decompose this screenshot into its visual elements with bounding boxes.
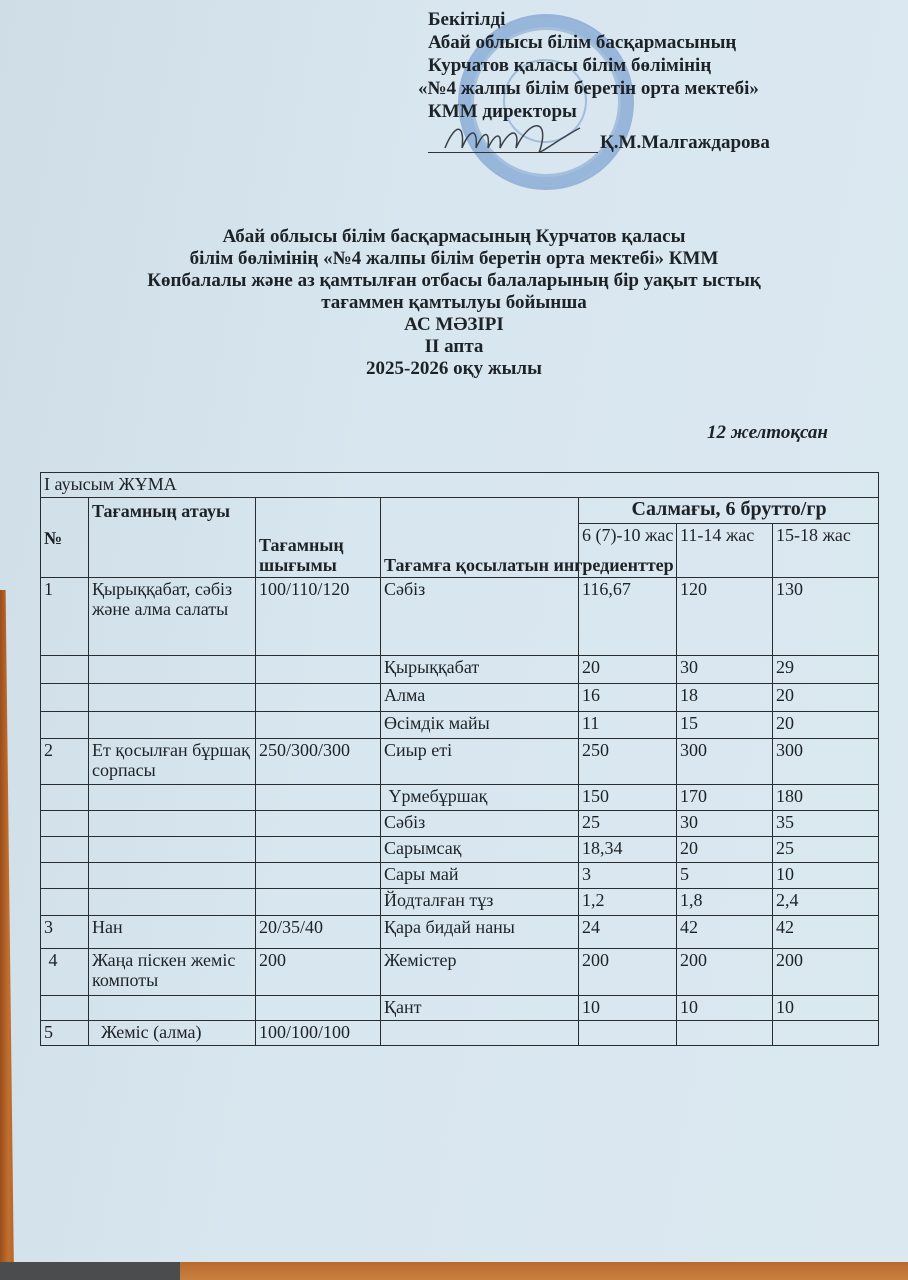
table-row	[41, 811, 879, 837]
cell-dish-name: Жаңа піскен жеміс компоты	[89, 949, 256, 996]
cell-weight-15-18: 200	[773, 949, 879, 996]
cell-ingredient: Сәбіз	[381, 811, 579, 837]
table-row	[41, 863, 879, 889]
cell-weight-11-14	[677, 1021, 773, 1046]
approval-line: Курчатов қаласы білім бөлімінің	[428, 55, 712, 76]
cell-weight-6-10: 200	[579, 949, 677, 996]
cell-weight-15-18: 300	[773, 739, 879, 785]
cell-weight-6-10: 3	[579, 863, 677, 889]
cell-dish-name	[89, 863, 256, 889]
cell-ingredient: Сиыр еті	[381, 739, 579, 785]
cell-ingredient: Қара бидай наны	[381, 916, 579, 949]
header-age-group: 6 (7)-10 жас	[579, 524, 677, 578]
table-row	[41, 739, 879, 785]
header-age-group: 11-14 жас	[677, 524, 773, 578]
cell-weight-6-10: 11	[579, 712, 677, 739]
cell-weight-15-18: 130	[773, 578, 879, 656]
signature-line	[428, 152, 598, 153]
cell-weight-6-10: 18,34	[579, 837, 677, 863]
cell-dish-name: Жеміс (алма)	[89, 1021, 256, 1046]
header-ingredients: Тағамға қосылатын ингредиенттер	[381, 498, 579, 578]
cell-number: 1	[41, 578, 89, 656]
cell-weight-6-10	[579, 1021, 677, 1046]
cell-weight-6-10: 250	[579, 739, 677, 785]
table-row	[41, 785, 879, 811]
table-row	[41, 837, 879, 863]
cell-dish-yield	[256, 785, 381, 811]
cell-weight-6-10: 16	[579, 684, 677, 712]
cell-weight-11-14: 30	[677, 811, 773, 837]
cell-weight-15-18: 42	[773, 916, 879, 949]
document-title	[0, 226, 908, 380]
table-row	[41, 684, 879, 712]
cell-number: 4	[41, 949, 89, 996]
cell-weight-15-18: 35	[773, 811, 879, 837]
cell-weight-11-14: 15	[677, 712, 773, 739]
title-line-year: 2025-2026 оқу жылы	[366, 358, 542, 379]
cell-ingredient: Өсімдік майы	[381, 712, 579, 739]
cell-weight-11-14: 170	[677, 785, 773, 811]
cell-weight-6-10: 10	[579, 996, 677, 1021]
cell-weight-15-18: 20	[773, 712, 879, 739]
cell-dish-name	[89, 684, 256, 712]
cell-number: 2	[41, 739, 89, 785]
cell-dish-name	[89, 996, 256, 1021]
cell-weight-11-14: 1,8	[677, 889, 773, 916]
cell-number	[41, 889, 89, 916]
table-row	[41, 656, 879, 684]
table-row	[41, 1021, 879, 1046]
cell-weight-15-18: 20	[773, 684, 879, 712]
cell-dish-name	[89, 837, 256, 863]
approval-line: Бекітілді	[428, 9, 506, 30]
title-line: білім бөлімінің «№4 жалпы білім беретін орта мектебі» КММ	[189, 248, 719, 269]
cell-weight-6-10: 1,2	[579, 889, 677, 916]
approval-line: Абай облысы білім басқармасының	[428, 32, 737, 53]
cell-number	[41, 863, 89, 889]
cell-weight-15-18: 180	[773, 785, 879, 811]
cell-ingredient: Алма	[381, 684, 579, 712]
cell-dish-yield: 20/35/40	[256, 916, 381, 949]
cell-weight-11-14: 30	[677, 656, 773, 684]
cell-number	[41, 656, 89, 684]
cell-dish-name: Ет қосылған бұршақ сорпасы	[89, 739, 256, 785]
cell-dish-name	[89, 656, 256, 684]
cell-weight-6-10: 24	[579, 916, 677, 949]
header-number: №	[41, 498, 89, 578]
header-dish-yield: Тағамның шығымы	[256, 498, 381, 578]
title-line: тағаммен қамтылуы бойынша	[321, 292, 587, 313]
cell-number	[41, 837, 89, 863]
cell-weight-11-14: 18	[677, 684, 773, 712]
cell-dish-yield	[256, 863, 381, 889]
cell-ingredient: Үрмебұршақ	[381, 785, 579, 811]
title-line: Абай облысы білім басқармасының Курчатов қаласы	[222, 226, 686, 247]
cell-weight-15-18: 2,4	[773, 889, 879, 916]
table-header-row	[41, 498, 879, 524]
menu-date: 12 желтоқсан	[707, 422, 828, 443]
cell-weight-15-18: 10	[773, 863, 879, 889]
header-weight: Салмағы, 6 брутто/гр	[579, 498, 879, 524]
cell-dish-yield	[256, 996, 381, 1021]
cell-number	[41, 684, 89, 712]
cell-weight-6-10: 150	[579, 785, 677, 811]
cell-dish-yield	[256, 811, 381, 837]
cell-dish-yield	[256, 684, 381, 712]
dark-object-bottom	[0, 1262, 180, 1280]
cell-weight-11-14: 5	[677, 863, 773, 889]
cell-weight-6-10: 116,67	[579, 578, 677, 656]
cell-dish-yield	[256, 656, 381, 684]
cell-number	[41, 996, 89, 1021]
cell-weight-11-14: 120	[677, 578, 773, 656]
title-line-week: ІІ апта	[424, 336, 484, 357]
menu-table	[40, 472, 879, 1046]
cell-ingredient: Сары май	[381, 863, 579, 889]
cell-ingredient: Йодталған тұз	[381, 889, 579, 916]
cell-dish-yield: 200	[256, 949, 381, 996]
cell-dish-yield	[256, 889, 381, 916]
cell-dish-yield: 100/100/100	[256, 1021, 381, 1046]
table-row	[41, 578, 879, 656]
shift-title: І ауысым ЖҰМА	[41, 473, 879, 498]
cell-number: 5	[41, 1021, 89, 1046]
cell-weight-15-18: 10	[773, 996, 879, 1021]
cell-weight-6-10: 20	[579, 656, 677, 684]
cell-dish-name	[89, 889, 256, 916]
approval-line: «№4 жалпы білім беретін орта мектебі»	[418, 78, 759, 99]
cell-number: 3	[41, 916, 89, 949]
cell-ingredient: Сарымсақ	[381, 837, 579, 863]
cell-ingredient: Қант	[381, 996, 579, 1021]
approval-block	[418, 8, 838, 123]
cell-weight-15-18: 25	[773, 837, 879, 863]
header-dish-name: Тағамның атауы	[89, 498, 256, 578]
cell-dish-name: Нан	[89, 916, 256, 949]
approval-line: КММ директоры	[428, 101, 577, 122]
cell-number	[41, 785, 89, 811]
cell-dish-yield: 100/110/120	[256, 578, 381, 656]
director-name: Қ.М.Малгаждарова	[600, 132, 770, 153]
cell-weight-15-18: 29	[773, 656, 879, 684]
cell-dish-yield	[256, 712, 381, 739]
cell-ingredient: Сәбіз	[381, 578, 579, 656]
cell-dish-name: Қырыққабат, сәбіз және алма салаты	[89, 578, 256, 656]
table-row	[41, 712, 879, 739]
cell-number	[41, 811, 89, 837]
table-row	[41, 949, 879, 996]
cell-ingredient	[381, 1021, 579, 1046]
table-row	[41, 996, 879, 1021]
table-row	[41, 916, 879, 949]
cell-weight-11-14: 300	[677, 739, 773, 785]
title-line-menu: АС МӘЗІРІ	[404, 314, 504, 335]
cell-weight-11-14: 10	[677, 996, 773, 1021]
cell-weight-11-14: 200	[677, 949, 773, 996]
cell-ingredient: Жемістер	[381, 949, 579, 996]
cell-dish-name	[89, 712, 256, 739]
title-line: Көпбалалы және аз қамтылған отбасы балаларының бір уақыт ыстық	[147, 270, 761, 291]
table-row	[41, 889, 879, 916]
cell-weight-6-10: 25	[579, 811, 677, 837]
cell-ingredient: Қырыққабат	[381, 656, 579, 684]
cell-dish-yield	[256, 837, 381, 863]
cell-dish-name	[89, 811, 256, 837]
cell-weight-15-18	[773, 1021, 879, 1046]
cell-dish-yield: 250/300/300	[256, 739, 381, 785]
cell-weight-11-14: 42	[677, 916, 773, 949]
table-shift-row	[41, 473, 879, 498]
cell-weight-11-14: 20	[677, 837, 773, 863]
cell-dish-name	[89, 785, 256, 811]
cell-number	[41, 712, 89, 739]
header-age-group: 15-18 жас	[773, 524, 879, 578]
